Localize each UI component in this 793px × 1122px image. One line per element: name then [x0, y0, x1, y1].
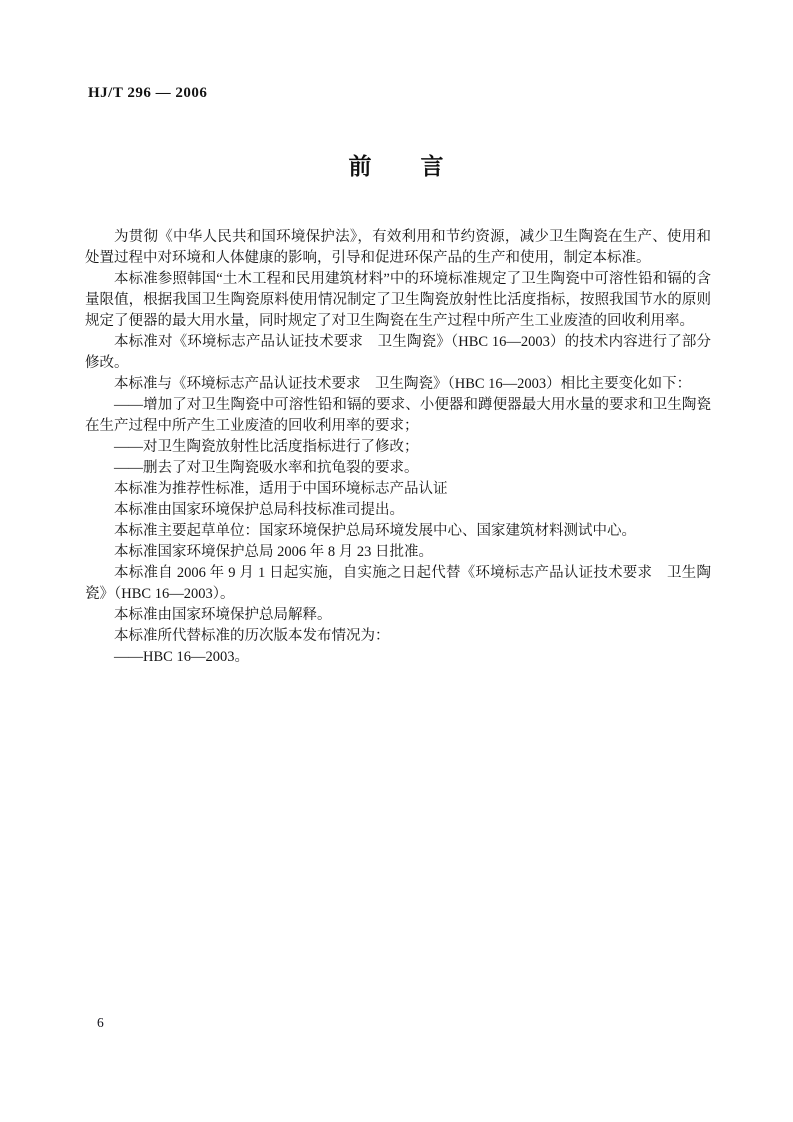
foreword-paragraph-purpose: 为贯彻《中华人民共和国环境保护法》，有效利用和节约资源，减少卫生陶瓷在生产、使用和处置过程中对环境和人体健康的影响，引导和促进环保产品的生产和使用，制定本标准。	[85, 229, 711, 266]
foreword-paragraph-approval-date: 本标准国家环境保护总局 2006 年 8 月 23 日批准。	[114, 544, 433, 560]
foreword-paragraph-changes-intro: 本标准与《环境标志产品认证技术要求 卫生陶瓷》（HBC 16—2003）相比主要变化如下：	[114, 376, 692, 392]
foreword-paragraph-proposed-by: 本标准由国家环境保护总局科技标准司提出。	[114, 502, 404, 518]
foreword-history-item: ——HBC 16—2003。	[114, 649, 249, 665]
page-number: 6	[97, 1015, 104, 1030]
foreword-paragraph-revision: 本标准对《环境标志产品认证技术要求 卫生陶瓷》（HBC 16—2003）的技术内容进行了部分修改。	[85, 334, 711, 371]
foreword-body	[85, 227, 711, 668]
foreword-paragraph-drafting-units: 本标准主要起草单位：国家环境保护总局环境发展中心、国家建筑材料测试中心。	[114, 523, 636, 539]
foreword-paragraph-interpretation: 本标准由国家环境保护总局解释。	[114, 607, 332, 623]
foreword-change-item-modified: ——对卫生陶瓷放射性比活度指标进行了修改；	[114, 439, 419, 455]
foreword-paragraph-implementation: 本标准自 2006 年 9 月 1 日起实施，自实施之日起代替《环境标志产品认证技术要求 卫生陶瓷》（HBC 16—2003）。	[85, 565, 711, 602]
foreword-change-item-added: ——增加了对卫生陶瓷中可溶性铅和镉的要求、小便器和蹲便器最大用水量的要求和卫生陶瓷在生产过程中所产生工业废渣的回收利用率的要求；	[85, 397, 711, 434]
foreword-paragraph-reference: 本标准参照韩国“土木工程和民用建筑材料”中的环境标准规定了卫生陶瓷中可溶性铅和镉的含量限值，根据我国卫生陶瓷原料使用情况制定了卫生陶瓷放射性比活度指标，按照我国节水的原则规定了便器的最大用水量，同时规定了对卫生陶瓷在生产过程中所产生工业废渣的回收利用率。	[85, 271, 711, 329]
foreword-title: 前 言	[348, 154, 445, 179]
foreword-paragraph-recommended: 本标准为推荐性标准，适用于中国环境标志产品认证	[114, 481, 448, 497]
foreword-paragraph-history-intro: 本标准所代替标准的历次版本发布情况为：	[114, 628, 390, 644]
foreword-change-item-removed: ——删去了对卫生陶瓷吸水率和抗龟裂的要求。	[114, 460, 419, 476]
standard-code-header: HJ/T 296 — 2006	[88, 85, 208, 101]
